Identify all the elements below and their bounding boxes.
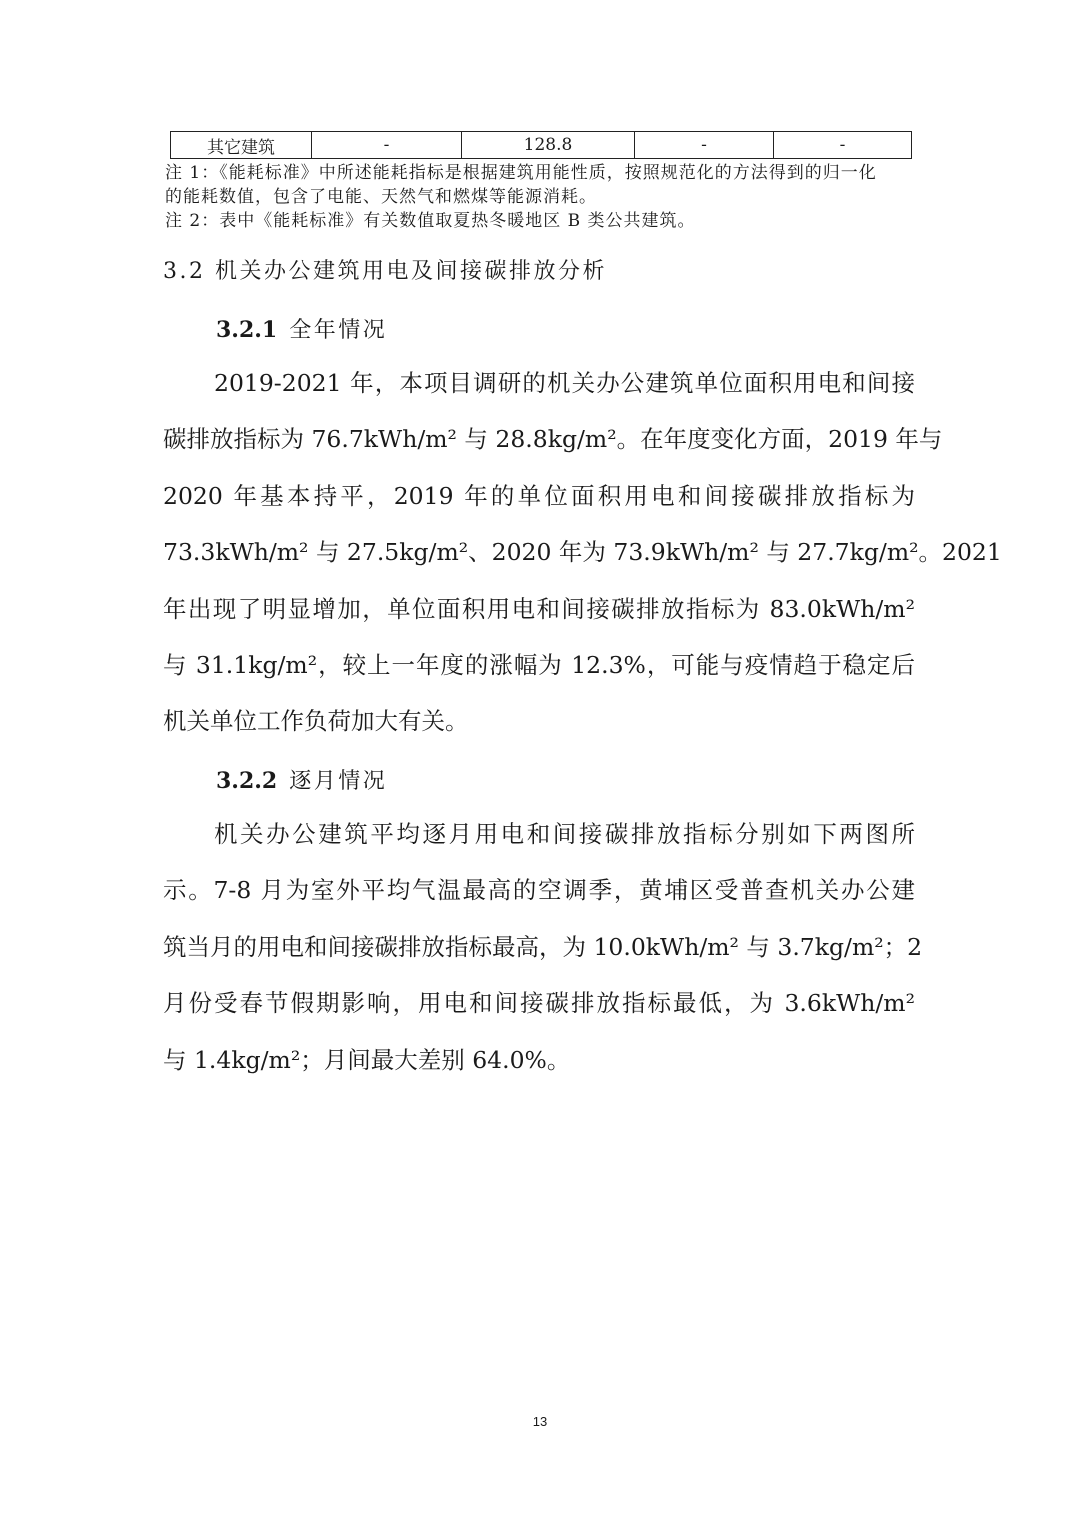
table-note-2: 注 2：表中《能耗标准》有关数值取夏热冬暖地区 B 类公共建筑。	[165, 211, 696, 231]
subsection-number: 3.2.2	[216, 768, 278, 794]
section-heading: 3.2 机关办公建筑用电及间接碳排放分析	[163, 259, 607, 284]
subsection-number: 3.2.1	[216, 317, 278, 343]
table-cell: -	[774, 132, 912, 159]
subsection-title: 全年情况	[289, 318, 388, 343]
paragraph-line: 机关单位工作负荷加大有关。	[163, 707, 469, 736]
paragraph-annual	[163, 355, 1002, 750]
paragraph-line: 月份受春节假期影响，用电和间接碳排放指标最低，为 3.6kWh/m²	[163, 989, 915, 1018]
table-cell: 其它建筑	[171, 132, 312, 159]
subsection-title: 逐月情况	[289, 769, 388, 794]
paragraph-line: 与 1.4kg/m²；月间最大差别 64.0%。	[163, 1045, 571, 1074]
table-cell: -	[312, 132, 462, 159]
energy-table	[170, 131, 912, 159]
paragraph-monthly	[163, 806, 923, 1088]
table-row	[171, 132, 912, 159]
paragraph-line: 示。7-8 月为室外平均气温最高的空调季，黄埔区受普查机关办公建	[163, 876, 915, 905]
paragraph-line: 筑当月的用电和间接碳排放指标最高，为 10.0kWh/m² 与 3.7kg/m²；2	[163, 932, 923, 961]
subsection-heading-annual	[216, 313, 387, 344]
paragraph-line: 2020 年基本持平，2019 年的单位面积用电和间接碳排放指标为	[163, 481, 915, 510]
table-note-1-line-1: 注 1：《能耗标准》中所述能耗指标是根据建筑用能性质，按照规范化的方法得到的归一化	[165, 163, 877, 183]
table-note-1-line-2: 的能耗数值，包含了电能、天然气和燃煤等能源消耗。	[165, 187, 597, 207]
paragraph-line: 碳排放指标为 76.7kWh/m² 与 28.8kg/m²。在年度变化方面，2019 年与	[163, 425, 943, 454]
paragraph-line: 年出现了明显增加，单位面积用电和间接碳排放指标为 83.0kWh/m²	[163, 594, 915, 623]
subsection-heading-monthly	[216, 764, 387, 795]
paragraph-line: 与 31.1kg/m²，较上一年度的涨幅为 12.3%，可能与疫情趋于稳定后	[163, 651, 915, 680]
table-cell: 128.8	[462, 132, 635, 159]
paragraph-line: 机关办公建筑平均逐月用电和间接碳排放指标分别如下两图所	[214, 820, 915, 848]
table-cell: -	[635, 132, 774, 159]
paragraph-line: 2019-2021 年，本项目调研的机关办公建筑单位面积用电和间接	[214, 369, 915, 397]
paragraph-line: 73.3kWh/m² 与 27.5kg/m²、2020 年为 73.9kWh/m² 与 27.7kg/m²。2021	[163, 538, 1002, 567]
page-number: 13	[532, 1414, 548, 1429]
